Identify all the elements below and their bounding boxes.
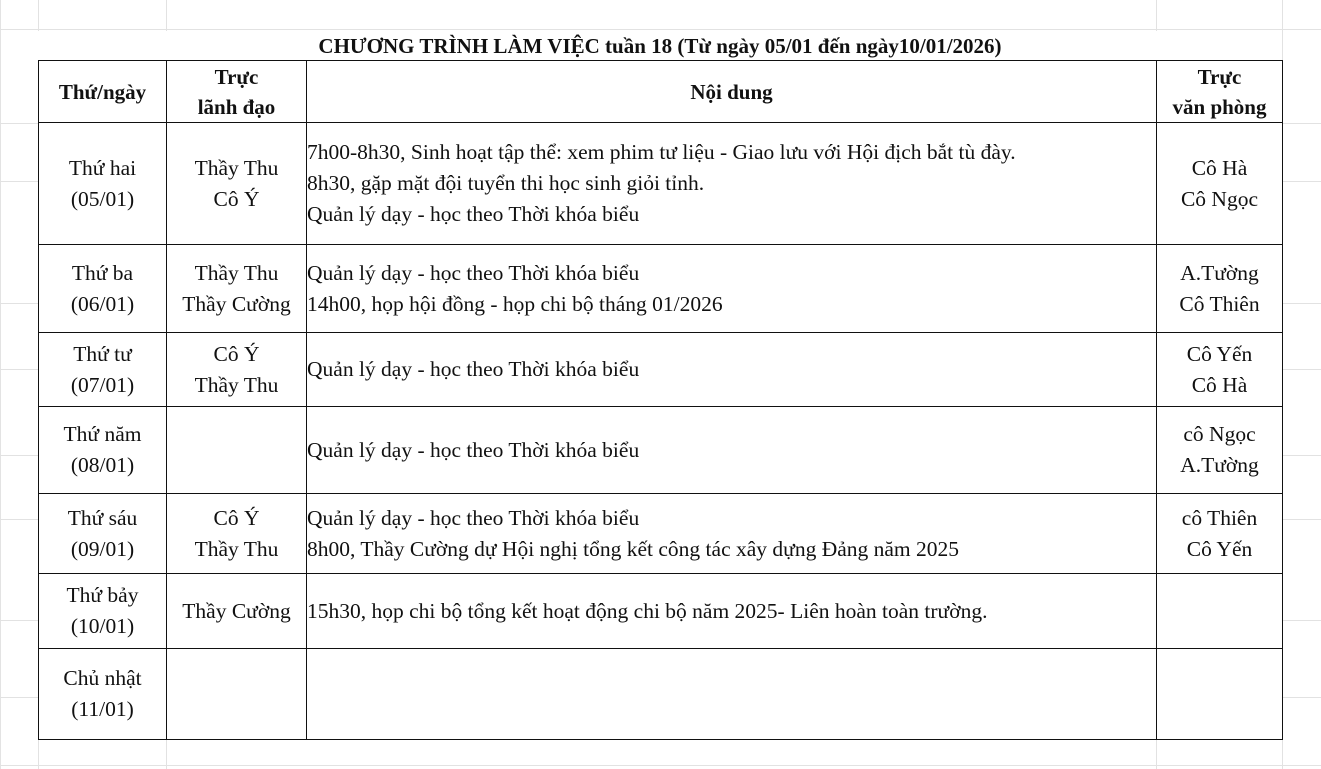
content-cell <box>307 245 1157 333</box>
day-date: (06/01) <box>70 291 135 316</box>
day-date: (09/01) <box>70 536 135 561</box>
content-line: Quản lý dạy - học theo Thời khóa biểu <box>307 505 640 530</box>
office-cell <box>1157 123 1283 245</box>
office-name: cô Ngọc <box>1183 422 1256 446</box>
leader-name: Thầy Thu <box>194 536 279 561</box>
office-cell <box>1157 245 1283 333</box>
schedule-title: CHƯƠNG TRÌNH LÀM VIỆC tuần 18 (Từ ngày 05/01 đến ngày10/01/2026) <box>38 31 1282 61</box>
office-name: Cô Ngọc <box>1180 186 1259 211</box>
content-line: Quản lý dạy - học theo Thời khóa biểu <box>307 260 640 285</box>
table-row <box>39 407 1283 494</box>
day-date: (07/01) <box>70 372 135 397</box>
day-cell <box>39 407 167 494</box>
content-cell <box>307 407 1157 494</box>
day-cell <box>39 574 167 649</box>
leader-cell <box>167 245 307 333</box>
content-line: Quản lý dạy - học theo Thời khóa biểu <box>307 357 640 381</box>
day-date: (08/01) <box>70 453 135 477</box>
office-cell <box>1157 494 1283 574</box>
leader-name: Cô Ý <box>213 505 260 530</box>
table-row <box>39 649 1283 740</box>
table-row <box>39 245 1283 333</box>
content-line: 8h00, Thầy Cường dự Hội nghị tổng kết công tác xây dựng Đảng năm 2025 <box>307 536 960 561</box>
table-row <box>39 494 1283 574</box>
day-name: Chủ nhật <box>63 666 142 690</box>
leader-cell <box>167 574 307 649</box>
leader-name: Thầy Thu <box>194 260 279 285</box>
leader-name: Cô Ý <box>213 186 260 211</box>
leader-name: Thầy Thu <box>194 155 279 180</box>
leader-cell <box>167 123 307 245</box>
office-name: Cô Yến <box>1186 341 1253 366</box>
header-office-line2: văn phòng <box>1172 94 1267 119</box>
table-row <box>39 574 1283 649</box>
table-row <box>39 123 1283 245</box>
leader-cell <box>167 649 307 740</box>
header-content: Nội dung <box>307 61 1157 123</box>
leader-name: Cô Ý <box>213 341 260 366</box>
office-name: cô Thiên <box>1181 505 1258 530</box>
office-cell <box>1157 407 1283 494</box>
content-line: 7h00-8h30, Sinh hoạt tập thể: xem phim tư liệu - Giao lưu với Hội địch bắt tù đày. <box>307 140 1016 164</box>
day-cell <box>39 649 167 740</box>
table-row <box>39 333 1283 407</box>
day-name: Thứ năm <box>63 422 142 446</box>
office-name: Cô Hà <box>1191 372 1248 397</box>
day-cell <box>39 245 167 333</box>
content-cell <box>307 649 1157 740</box>
office-cell <box>1157 333 1283 407</box>
content-cell <box>307 494 1157 574</box>
office-cell <box>1157 574 1283 649</box>
content-cell <box>307 333 1157 407</box>
header-office <box>1157 61 1283 123</box>
content-line: 8h30, gặp mặt đội tuyển thi học sinh giỏi tỉnh. <box>307 171 705 195</box>
day-cell <box>39 123 167 245</box>
office-name: Cô Yến <box>1186 536 1253 561</box>
gridline <box>0 29 1321 30</box>
day-date: (10/01) <box>70 614 135 638</box>
day-date: (05/01) <box>70 186 135 211</box>
gridline <box>0 765 1321 766</box>
day-name: Thứ bảy <box>66 583 139 607</box>
day-cell <box>39 494 167 574</box>
office-name: Cô Hà <box>1191 155 1248 180</box>
leader-name: Thầy Cường <box>182 598 291 623</box>
leader-cell <box>167 407 307 494</box>
leader-cell <box>167 494 307 574</box>
header-row <box>39 61 1283 123</box>
office-cell <box>1157 649 1283 740</box>
header-office-line1: Trực <box>1197 64 1242 89</box>
content-line: Quản lý dạy - học theo Thời khóa biểu <box>307 437 640 462</box>
header-leader-line2: lãnh đạo <box>197 94 276 119</box>
content-line: Quản lý dạy - học theo Thời khóa biểu <box>307 202 640 226</box>
day-date: (11/01) <box>71 697 134 721</box>
leader-cell <box>167 333 307 407</box>
day-name: Thứ sáu <box>67 505 138 530</box>
content-line: 15h30, họp chi bộ tổng kết hoạt động chi bộ năm 2025- Liên hoàn toàn trường. <box>307 598 988 623</box>
office-name: A.Tường <box>1180 453 1259 477</box>
content-line: 14h00, họp hội đồng - họp chi bộ tháng 01/2026 <box>307 291 723 316</box>
office-name: Cô Thiên <box>1179 291 1260 316</box>
schedule-table <box>38 60 1283 740</box>
header-leader-line1: Trực <box>214 64 259 89</box>
leader-name: Thầy Cường <box>182 291 291 316</box>
office-name: A.Tường <box>1180 260 1259 285</box>
content-cell <box>307 123 1157 245</box>
content-cell <box>307 574 1157 649</box>
header-leader <box>167 61 307 123</box>
day-cell <box>39 333 167 407</box>
day-name: Thứ ba <box>71 260 134 285</box>
leader-name: Thầy Thu <box>194 372 279 397</box>
day-name: Thứ tư <box>73 341 132 366</box>
day-name: Thứ hai <box>68 155 137 180</box>
header-day: Thứ/ngày <box>39 61 167 123</box>
